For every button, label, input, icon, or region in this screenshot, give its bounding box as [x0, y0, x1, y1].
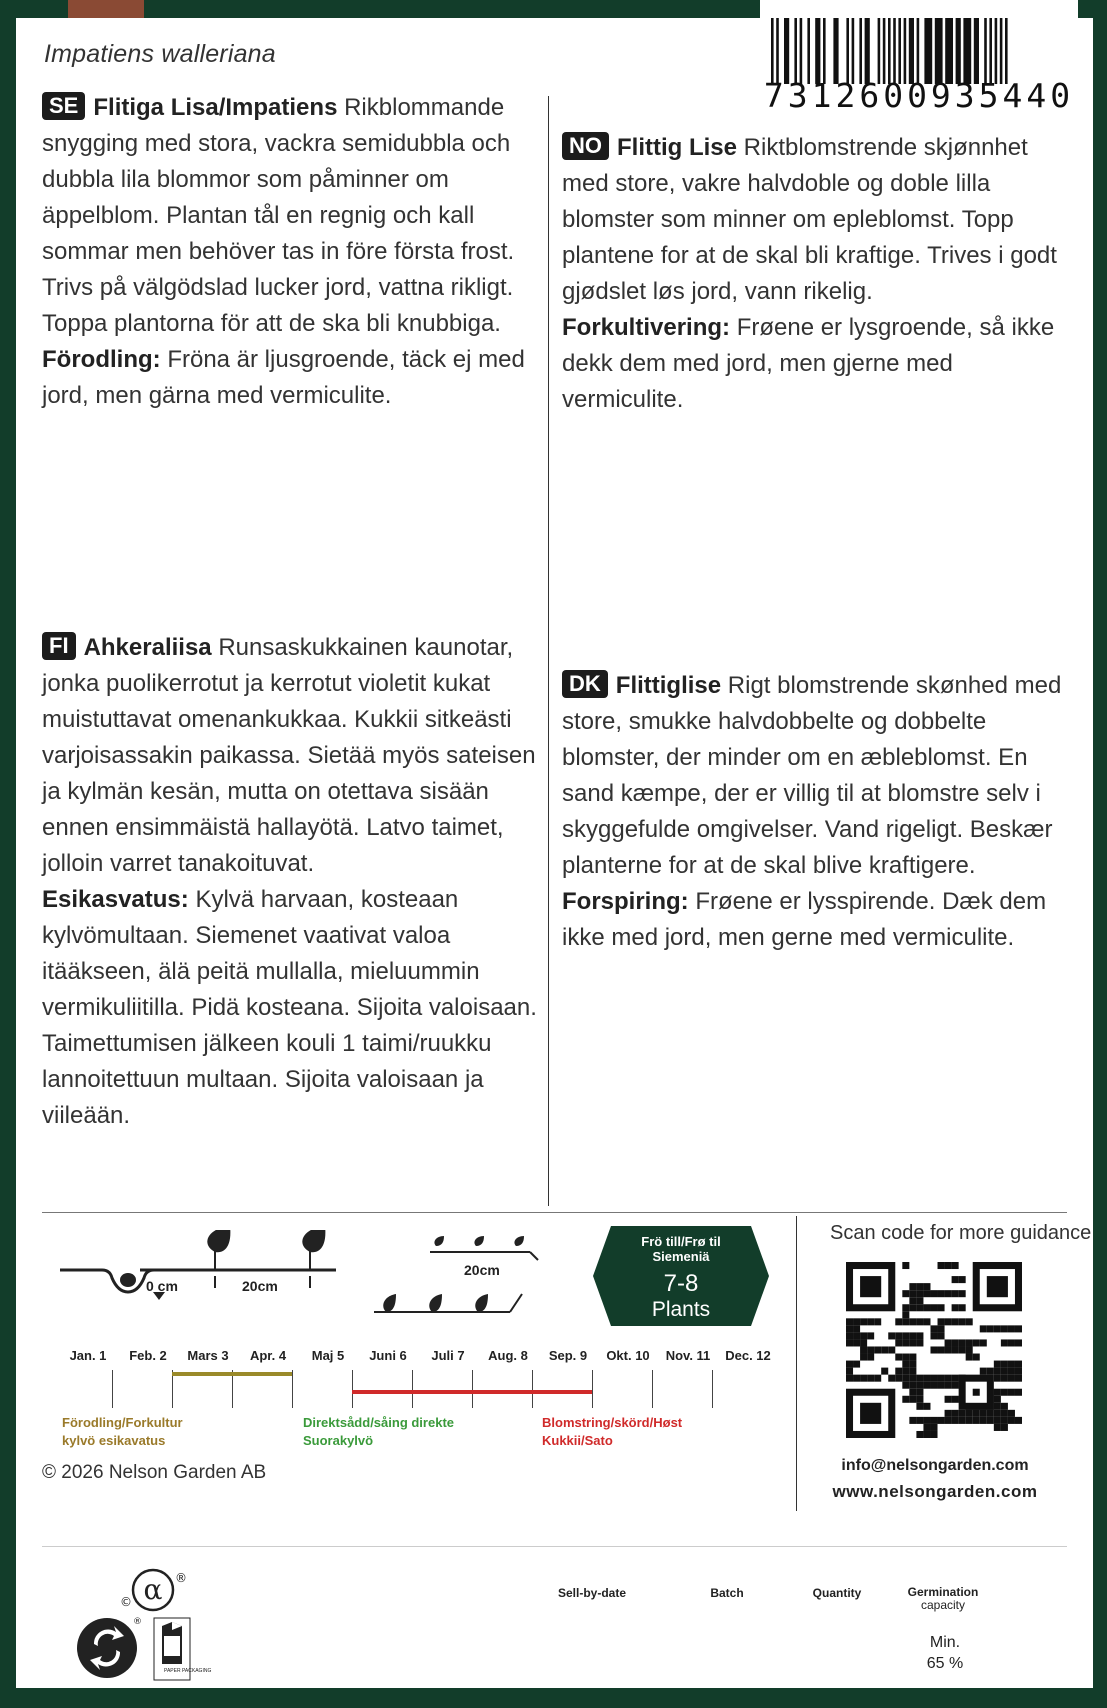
germination-label — [893, 1586, 993, 1612]
month-divider — [112, 1370, 113, 1408]
month-label: Feb. 2 — [129, 1348, 167, 1363]
legend-indoor-line1: Förodling/Forkultur — [62, 1415, 183, 1430]
bottom-border — [0, 1688, 1107, 1708]
month-label: Maj 5 — [311, 1348, 345, 1363]
germination-line1: Germination — [907, 1585, 979, 1599]
month-divider — [712, 1370, 713, 1408]
section-text-fi: Runsaskukkainen kaunotar, jonka puolikerrotut ja kerrotut violetit kukat muistuttavat omenankukkaa. Kukkii sitkeästi varjoisassakin paikassa. Sietää myös sateisen ja kylmän kesän, mutta on otettava sisään ennen ensimmäistä hallayötä. Latvo taimet, jolloin varret tanakoituvat. — [42, 634, 536, 877]
section-text-se: Rikblommande snygging med stora, vackra semidubbla och dubbla lila blommor som påminner om äppelblom. Plantan tål en regnig och kall sommar men behöver tas in före första frost. Trivs på välgödslad lucker jord, vattna rikligt. Toppa plantorna för att de ska bli knubbiga. — [42, 94, 515, 337]
month-label: Dec. 12 — [725, 1348, 771, 1363]
certification-icons — [76, 1566, 216, 1691]
legend-bloom-line1: Blomstring/skörd/Høst — [542, 1415, 683, 1430]
plants-badge — [593, 1226, 769, 1326]
color-swatch — [68, 0, 144, 18]
month-divider — [592, 1370, 593, 1408]
legend-direct-line1: Direktsådd/såing direkte — [303, 1415, 454, 1430]
period-bar-bloom — [352, 1390, 592, 1394]
month-divider — [412, 1370, 413, 1408]
month-label: Okt. 10 — [606, 1348, 650, 1363]
sub-title-no: Forkultivering: — [562, 314, 731, 341]
plants-badge-line1: Frö till/Frø til — [641, 1234, 721, 1249]
month-label: Nov. 11 — [665, 1348, 711, 1363]
section-se — [42, 90, 542, 414]
svg-text:©: © — [120, 1595, 132, 1609]
sowing-diagram — [40, 1230, 560, 1345]
website-link[interactable]: www.nelsongarden.com — [832, 1482, 1038, 1501]
section-title-no: Flittig Lise — [617, 134, 737, 161]
month-label: Apr. 4 — [249, 1348, 287, 1363]
section-title-se: Flitiga Lisa/Impatiens — [93, 94, 338, 121]
sub-title-fi: Esikasvatus: — [42, 886, 189, 913]
barcode-number: 7312600935440 — [763, 76, 1075, 115]
germination-line2: capacity — [920, 1598, 966, 1612]
svg-text:®: ® — [175, 1571, 187, 1585]
germination-min: Min. — [929, 1634, 961, 1651]
plants-badge-line2: Siemeniä — [652, 1249, 710, 1264]
sell-by-date-label: Sell-by-date — [557, 1586, 626, 1600]
section-title-fi: Ahkeraliisa — [83, 634, 212, 661]
month-divider — [352, 1370, 353, 1408]
qr-code-icon[interactable] — [846, 1262, 1022, 1438]
section-fi — [42, 630, 542, 1134]
month-label: Juni 6 — [369, 1348, 407, 1363]
language-badge-se: SE — [42, 92, 85, 120]
legend-direct-line2: Suorakylvö — [303, 1433, 374, 1448]
sub-text-no: Frøene er lysgroende, så ikke dekk dem med jord, men gjerne med vermiculite. — [562, 314, 1055, 413]
section-no — [562, 130, 1067, 418]
sub-title-se: Förodling: — [42, 346, 161, 373]
period-bar-indoor — [172, 1372, 292, 1376]
sub-text-se: Fröna är ljusgroende, täck ej med jord, men gärna med vermiculite. — [42, 346, 525, 409]
germination-value — [900, 1632, 990, 1674]
section-divider — [42, 1212, 1067, 1213]
contact-divider — [796, 1216, 797, 1511]
month-label: Juli 7 — [431, 1348, 465, 1363]
section-dk — [562, 668, 1067, 956]
section-text-no: Riktblomstrende skjønnhet med store, vakre halvdoble og doble lilla blomster som minner om epleblomst. Topp plantene for at de skal bli kraftige. Trives i godt gjødslet løs jord, vann rikelig. — [562, 134, 1057, 305]
plants-badge-heading — [593, 1234, 769, 1264]
month-label: Mars 3 — [187, 1348, 229, 1363]
sowing-illustration — [40, 1230, 560, 1340]
germination-percent: 65 % — [926, 1655, 964, 1672]
email-link[interactable]: info@nelsongarden.com — [841, 1457, 1029, 1474]
spacing-label: 20cm — [242, 1278, 278, 1294]
plants-count: 7-8 — [663, 1270, 699, 1297]
barcode — [760, 0, 1078, 120]
legend-direct — [303, 1414, 454, 1450]
month-label: Sep. 9 — [548, 1348, 588, 1363]
paper-packaging-label: PAPER PACKAGING — [164, 1668, 212, 1674]
month-divider — [652, 1370, 653, 1408]
legend-bloom-line2: Kukkii/Sato — [542, 1433, 613, 1448]
plants-unit: Plants — [651, 1298, 711, 1321]
right-border — [1093, 0, 1107, 1708]
latin-name: Impatiens walleriana — [44, 40, 276, 68]
sub-text-fi: Kylvä harvaan, kosteaan kylvömultaan. Siemenet vaativat valoa itääkseen, älä peitä mullalla, mieluummin vermikuliitilla. Pidä kosteana. Sijoita valoisaan. Taimettumisen jälkeen kouli 1 taimi/ruukku lannoitettuun multaan. Sijoita valoisaan ja viileään. — [42, 886, 537, 1129]
svg-text:®: ® — [133, 1617, 142, 1627]
row-spacing-label: 20cm — [464, 1262, 500, 1278]
left-border — [0, 0, 16, 1708]
batch-label: Batch — [710, 1586, 744, 1600]
month-label: Jan. 1 — [69, 1348, 107, 1363]
sowing-calendar — [58, 1348, 778, 1408]
language-badge-fi: FI — [42, 632, 76, 660]
legend-indoor — [62, 1414, 183, 1450]
month-label: Aug. 8 — [488, 1348, 528, 1363]
quantity-label: Quantity — [812, 1586, 862, 1600]
month-divider — [292, 1370, 293, 1408]
section-text-dk: Rigt blomstrende skønhed med store, smukke halvdobbelte og dobbelte blomster, der minder om en æbleblomst. En sand kæmpe, der er villig til at blomstre selv i skyggefulde omgivelser. Vand rigeligt. Beskær planterne for at de skal blive kraftigere. — [562, 672, 1062, 879]
sub-text-dk: Frøene er lysspirende. Dæk dem ikke med jord, men gerne med vermiculite. — [562, 888, 1047, 951]
scan-instruction: Scan code for more guidance — [830, 1222, 1092, 1244]
language-badge-no: NO — [562, 132, 609, 160]
section-title-dk: Flittiglise — [615, 672, 722, 699]
sub-title-dk: Forspiring: — [562, 888, 689, 915]
svg-text:α: α — [143, 1573, 163, 1606]
legend-indoor-line2: kylvö esikavatus — [62, 1433, 166, 1448]
alpha-trademark-icon — [120, 1570, 187, 1610]
month-divider — [472, 1370, 473, 1408]
legend-bloom — [542, 1414, 682, 1450]
language-badge-dk: DK — [562, 670, 608, 698]
month-divider — [532, 1370, 533, 1408]
depth-label: 0 cm — [146, 1278, 178, 1294]
green-dot-recycle-icon — [77, 1617, 142, 1678]
column-divider — [548, 96, 549, 1206]
copyright: © 2026 Nelson Garden AB — [42, 1462, 267, 1483]
footer-divider — [42, 1546, 1067, 1547]
